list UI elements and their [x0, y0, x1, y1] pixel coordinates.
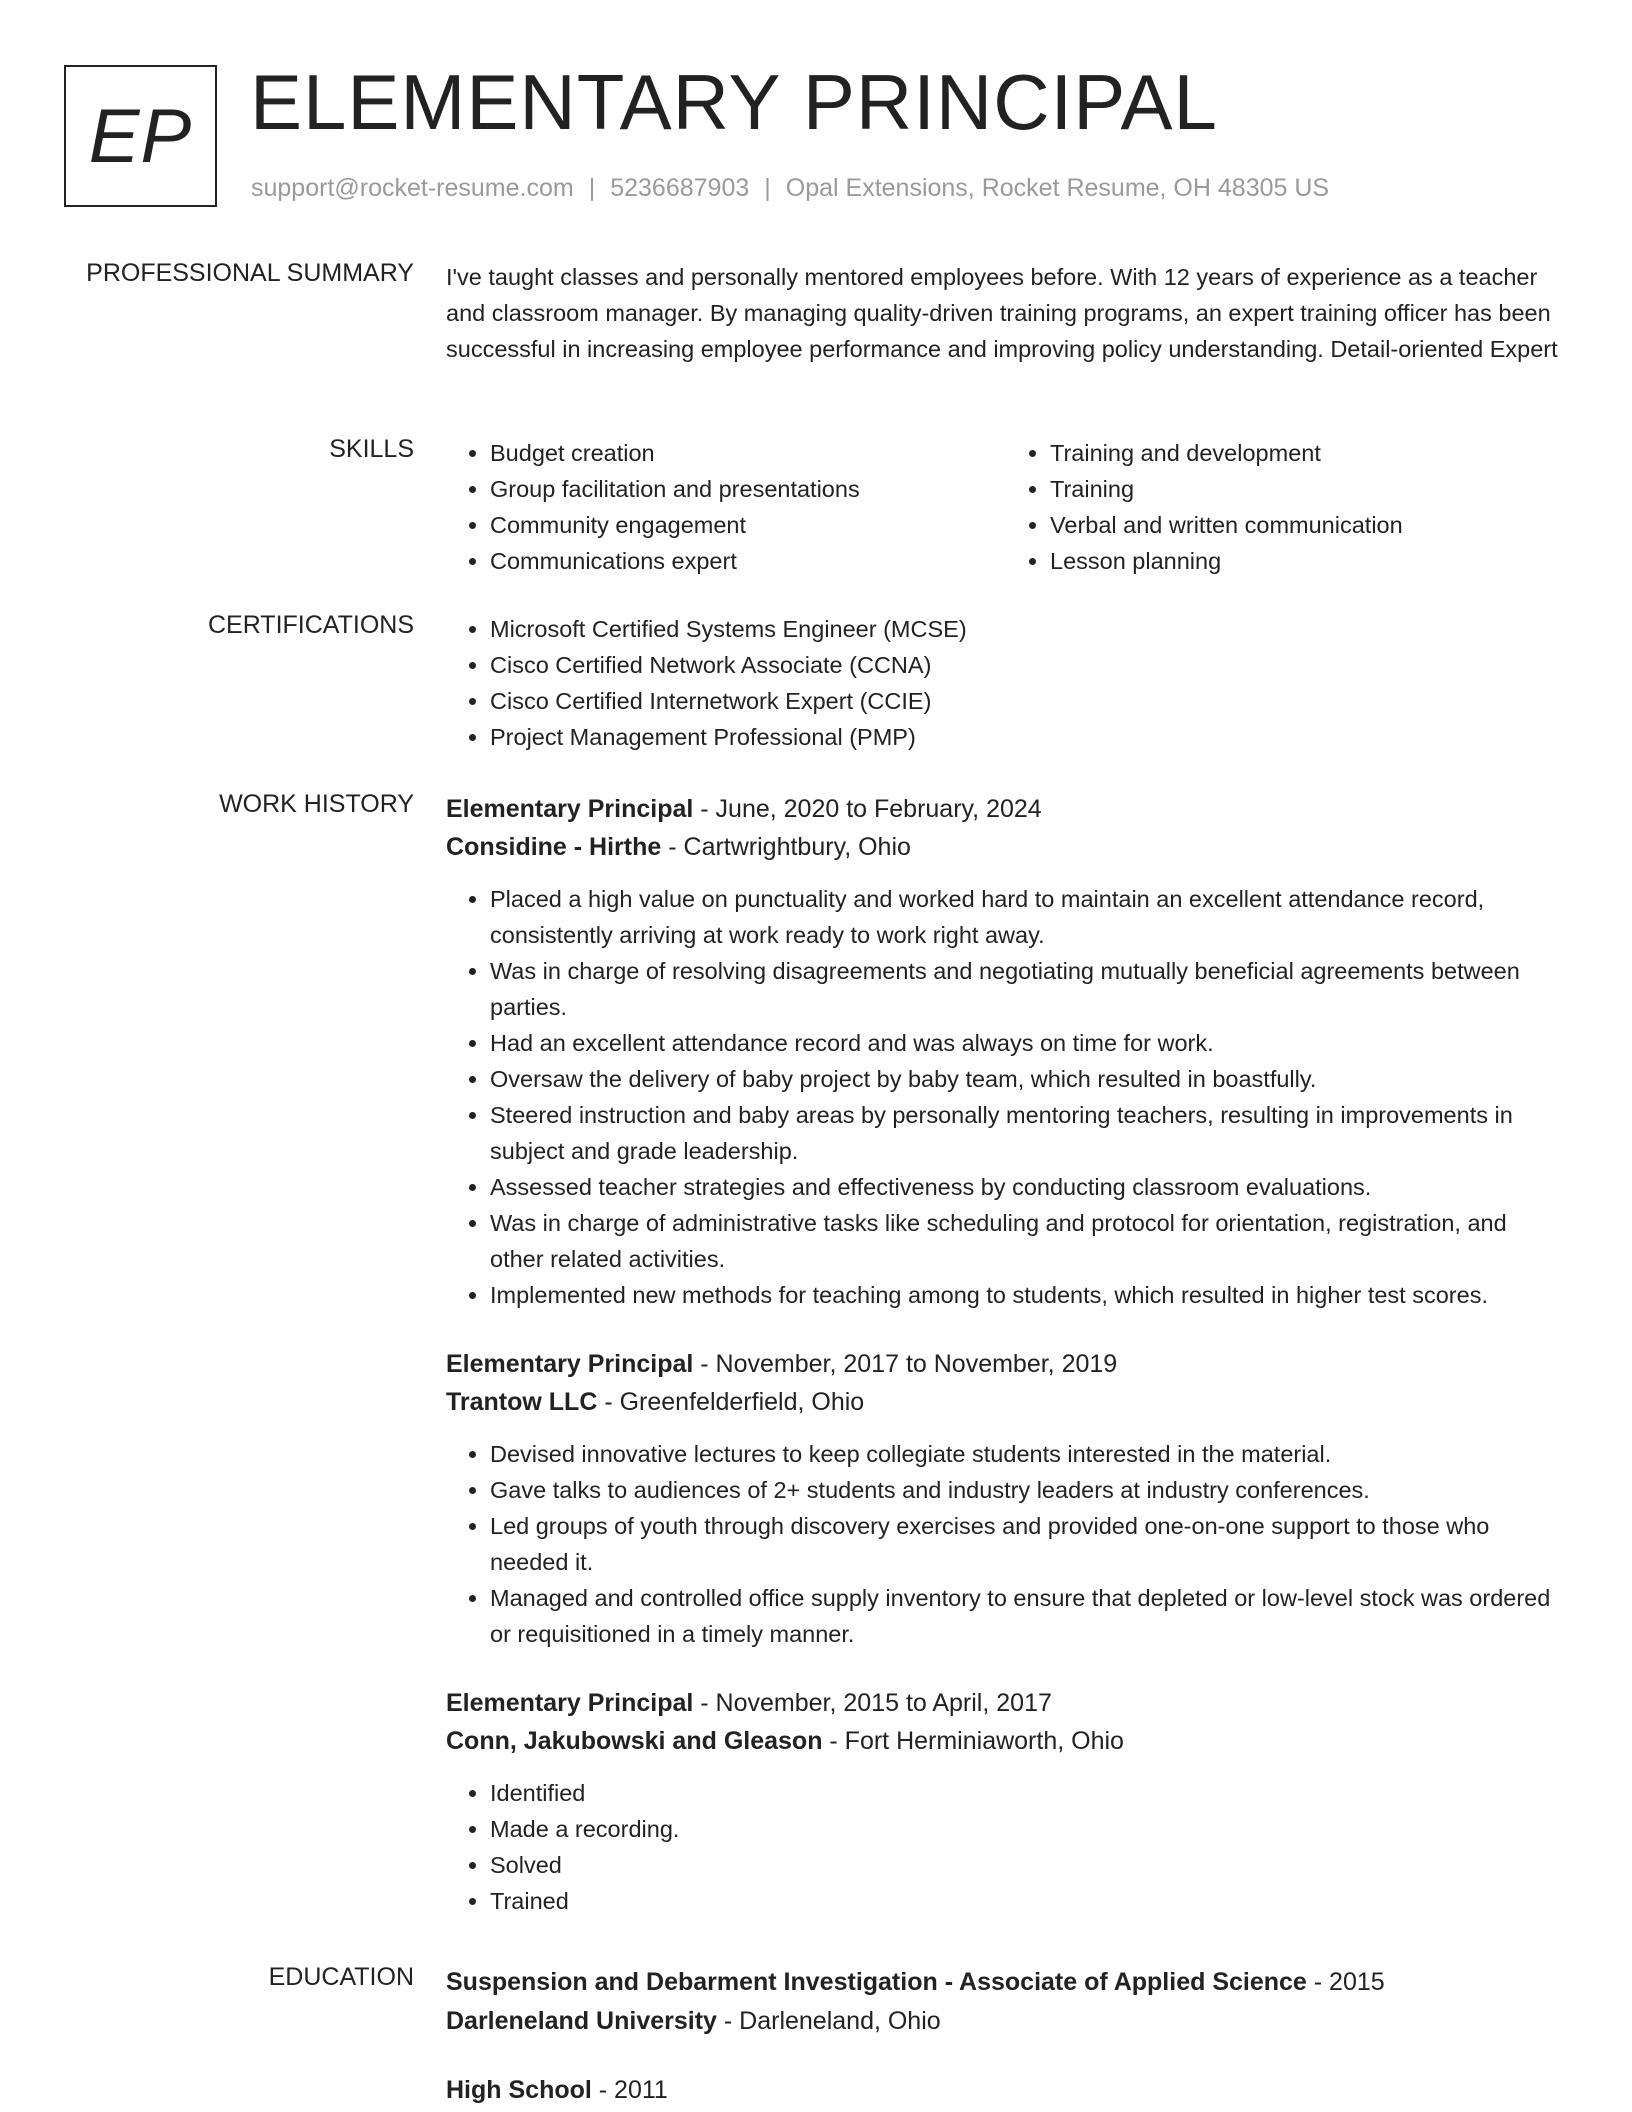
- job-company-line: [446, 828, 1566, 867]
- contact-separator: |: [588, 174, 596, 202]
- skill-item: • Verbal and written communication: [1050, 507, 1566, 543]
- job-location: - Greenfelderfield, Ohio: [597, 1388, 865, 1416]
- job-bullet: • Identified: [490, 1775, 1566, 1811]
- skill-item: • Communications expert: [490, 543, 1006, 579]
- certification-item: • Microsoft Certified Systems Engineer (MCSE): [490, 611, 1566, 647]
- contact-address: Opal Extensions, Rocket Resume, OH 48305 US: [785, 174, 1330, 202]
- education-content: [446, 1963, 1566, 2110]
- job-title-line: [446, 790, 1566, 828]
- job-title-line: [446, 1684, 1566, 1722]
- job-bullet: • Gave talks to audiences of 2+ students and industry leaders at industry conferences.: [490, 1472, 1566, 1508]
- job-bullets: [446, 881, 1566, 1313]
- section-label-skills: SKILLS: [329, 435, 414, 463]
- monogram-box: [64, 65, 217, 207]
- education-degree: High School: [446, 2076, 592, 2104]
- job-bullet: • Led groups of youth through discovery exercises and provided one-on-one support to those who needed it.: [490, 1508, 1566, 1580]
- summary-text: I've taught classes and personally mentored employees before. With 12 years of experience as a teacher and classroom manager. By managing quality-driven training programs, an expert training officer has been successful in increasing employee performance and improving policy understanding. Detail-oriented Expert: [446, 264, 1558, 362]
- job-bullet: • Had an excellent attendance record and was always on time for work.: [490, 1025, 1566, 1061]
- job-bullets: [446, 1775, 1566, 1919]
- job-bullet: • Trained: [490, 1883, 1566, 1919]
- skill-item: • Group facilitation and presentations: [490, 471, 1006, 507]
- job-company-line: [446, 1383, 1566, 1422]
- resume-name: ELEMENTARY PRINCIPAL: [250, 58, 1218, 146]
- certifications-list: [446, 611, 1566, 755]
- contact-phone: 5236687903: [610, 174, 750, 202]
- certification-item: • Cisco Certified Network Associate (CCNA): [490, 647, 1566, 683]
- job-bullet: • Implemented new methods for teaching among to students, which resulted in higher test scores.: [490, 1277, 1566, 1313]
- monogram-initials: EP: [88, 93, 193, 179]
- job-company: Trantow LLC: [446, 1388, 598, 1416]
- job-dates: - November, 2015 to April, 2017: [693, 1689, 1052, 1717]
- job-title: Elementary Principal: [446, 795, 694, 823]
- education-year: - 2015: [1306, 1968, 1385, 1996]
- job-bullet: • Oversaw the delivery of baby project by baby team, which resulted in boastfully.: [490, 1061, 1566, 1097]
- job-entry: [446, 1684, 1566, 1919]
- job-title-line: [446, 1345, 1566, 1383]
- education-degree-line: [446, 2071, 1566, 2110]
- job-title: Elementary Principal: [446, 1350, 694, 1378]
- skill-item: • Budget creation: [490, 435, 1006, 471]
- education-degree: Suspension and Debarment Investigation - Associate of Applied Science: [446, 1968, 1307, 1996]
- education-degree-line: [446, 1963, 1566, 2002]
- skill-item: • Lesson planning: [1050, 543, 1566, 579]
- contact-email: support@rocket-resume.com: [251, 174, 574, 202]
- certification-item: • Cisco Certified Internetwork Expert (CCIE): [490, 683, 1566, 719]
- job-bullet: • Placed a high value on punctuality and worked hard to maintain an excellent attendance record, consistently arriving at work ready to work right away.: [490, 881, 1566, 953]
- skill-item: • Training: [1050, 471, 1566, 507]
- job-bullet: • Assessed teacher strategies and effectiveness by conducting classroom evaluations.: [490, 1169, 1566, 1205]
- section-label-work-history: WORK HISTORY: [219, 790, 414, 818]
- education-school: Darleneland University: [446, 2007, 717, 2035]
- job-dates: - June, 2020 to February, 2024: [693, 795, 1042, 823]
- contact-line: [251, 174, 1329, 203]
- skills-list-left: [446, 435, 1006, 579]
- job-bullet: • Was in charge of resolving disagreements and negotiating mutually beneficial agreements between parties.: [490, 953, 1566, 1025]
- job-company: Conn, Jakubowski and Gleason: [446, 1727, 823, 1755]
- section-label-certifications: CERTIFICATIONS: [207, 611, 414, 639]
- skills-list-right: [1006, 435, 1566, 579]
- job-title: Elementary Principal: [446, 1689, 694, 1717]
- job-bullet: • Was in charge of administrative tasks like scheduling and protocol for orientation, registration, and other related activities.: [490, 1205, 1566, 1277]
- job-bullet: • Managed and controlled office supply inventory to ensure that depleted or low-level stock was ordered or requisitioned in a timely manner.: [490, 1580, 1566, 1652]
- job-company: Considine - Hirthe: [446, 833, 662, 861]
- certifications-content: [446, 611, 1566, 755]
- education-year: - 2011: [591, 2076, 668, 2104]
- job-location: - Cartwrightbury, Ohio: [661, 833, 911, 861]
- skill-item: • Community engagement: [490, 507, 1006, 543]
- section-label-summary: PROFESSIONAL SUMMARY: [86, 259, 414, 287]
- job-bullet: • Steered instruction and baby areas by personally mentoring teachers, resulting in improvements in subject and grade leadership.: [490, 1097, 1566, 1169]
- skill-item: • Training and development: [1050, 435, 1566, 471]
- job-location: - Fort Herminiaworth, Ohio: [822, 1727, 1124, 1755]
- contact-separator: |: [764, 174, 771, 202]
- job-bullet: • Made a recording.: [490, 1811, 1566, 1847]
- section-label-education: EDUCATION: [268, 1963, 414, 1991]
- job-bullets: [446, 1436, 1566, 1652]
- job-entry: [446, 790, 1566, 1313]
- job-company-line: [446, 1722, 1566, 1761]
- skills-columns: [446, 435, 1566, 579]
- work-history-content: [446, 790, 1566, 1919]
- education-location: - Darleneland, Ohio: [716, 2007, 941, 2035]
- job-bullet: • Devised innovative lectures to keep collegiate students interested in the material.: [490, 1436, 1566, 1472]
- certification-item: • Project Management Professional (PMP): [490, 719, 1566, 755]
- job-entry: [446, 1345, 1566, 1652]
- job-bullet: • Solved: [490, 1847, 1566, 1883]
- education-school-line: [446, 2002, 1566, 2041]
- job-dates: - November, 2017 to November, 2019: [693, 1350, 1118, 1378]
